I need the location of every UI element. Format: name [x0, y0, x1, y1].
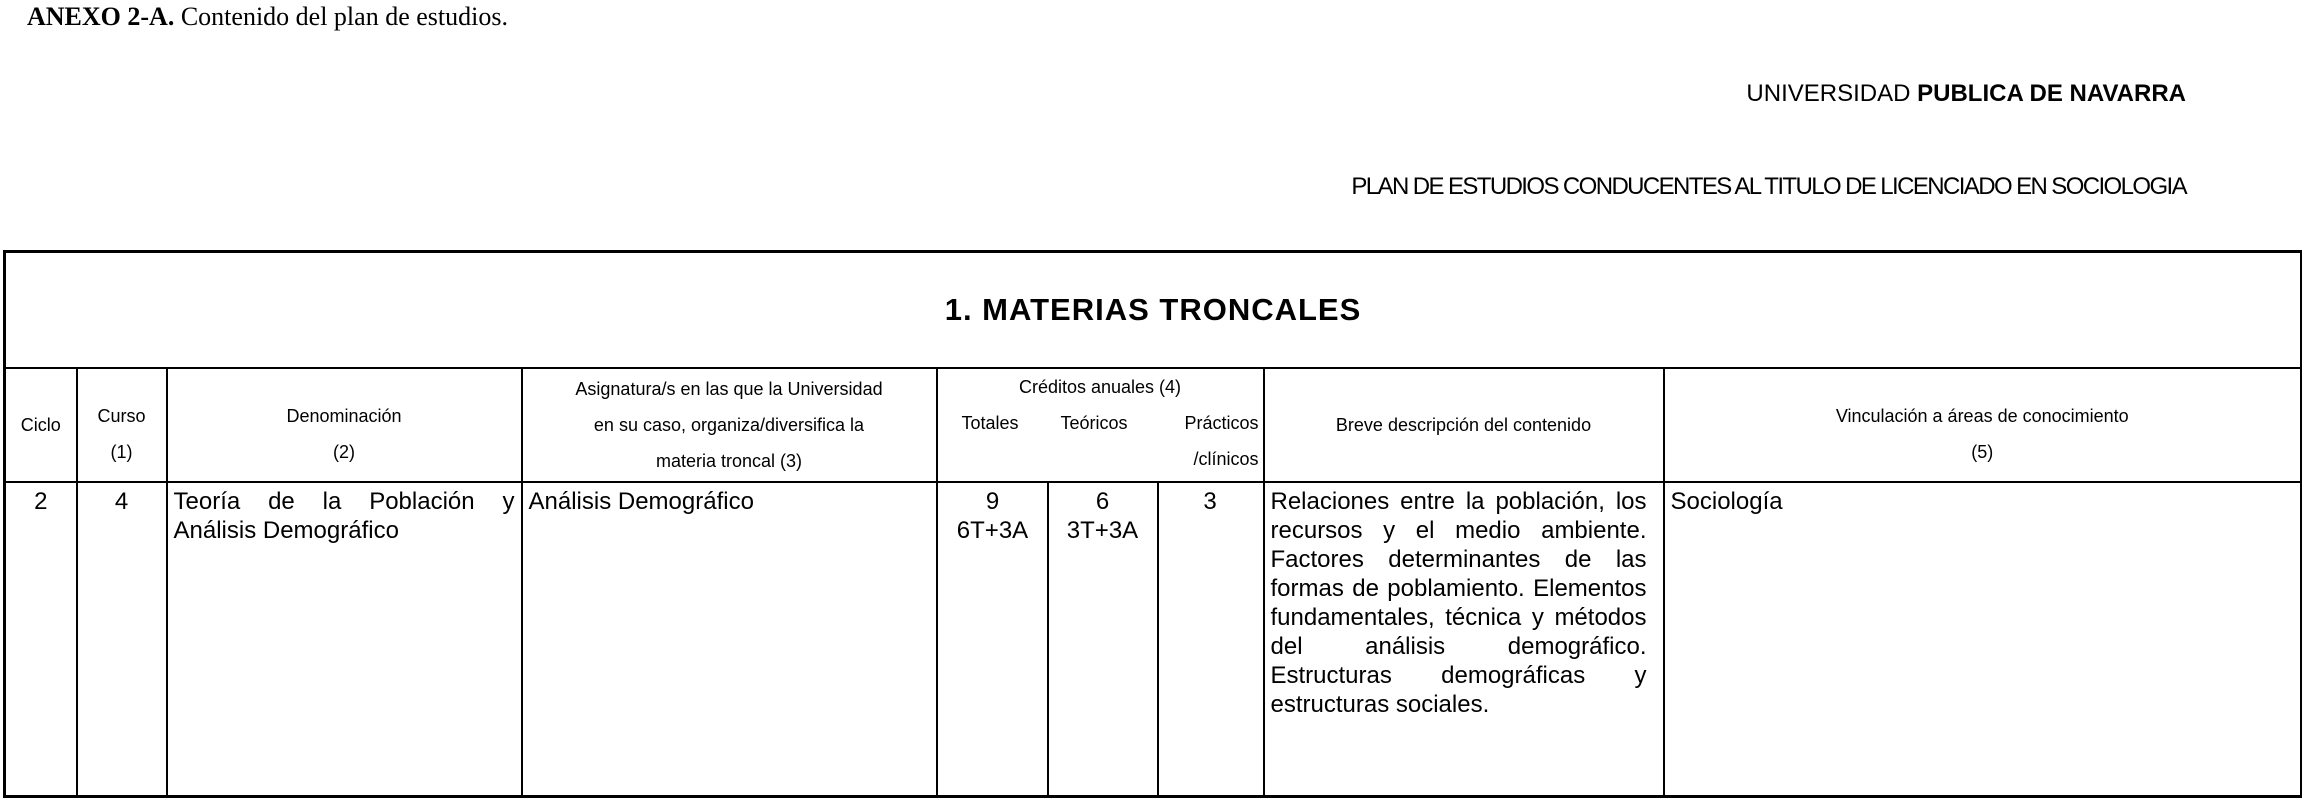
cell-descripcion: [1264, 482, 1664, 797]
descripcion-value: Relaciones entre la población, los recursos y el medio ambiente. Factores determinantes de las formas de poblamiento. Elementos fundamentales, técnica y métodos del análisis demográfico. Estructuras demográficas y estructuras sociales.: [1270, 488, 1647, 718]
totales-detail: 6T+3A: [956, 517, 1029, 544]
header-descripcion: [1264, 368, 1664, 482]
header-teoricos: Teóricos: [1060, 413, 1128, 433]
header-asignatura-line3: materia troncal (3): [655, 451, 803, 471]
header-denominacion: [167, 368, 522, 482]
curso-value: 4: [114, 488, 129, 515]
university-name-bold: PUBLICA DE NAVARRA: [1917, 80, 2186, 107]
annex-label: ANEXO 2-A.: [27, 2, 175, 31]
university-prefix: UNIVERSIDAD: [1746, 80, 1911, 107]
totales-cell: [938, 487, 1048, 545]
ciclo-value: 2: [34, 488, 48, 515]
teoricos-value: 6: [1095, 488, 1110, 515]
teoricos-cell: [1048, 487, 1158, 545]
cell-vinculacion: [1664, 482, 2302, 797]
header-asignatura-line1: Asignatura/s en las que la Universidad: [575, 379, 883, 399]
header-asignatura: [522, 368, 937, 482]
header-denominacion-note: (2): [333, 442, 355, 462]
cell-curso: [77, 482, 167, 797]
credits-divider: [1157, 483, 1159, 795]
totales-value: 9: [985, 488, 1000, 515]
header-curso: [77, 368, 167, 482]
practicos-cell: [1158, 487, 1263, 516]
denominacion-value: Teoría de la Población y Análisis Demográfico: [173, 488, 515, 544]
header-totales: Totales: [961, 413, 1019, 433]
cell-ciclo: [5, 482, 77, 797]
header-denominacion-label: Denominación: [286, 406, 402, 426]
header-vinculacion-label: Vinculación a áreas de conocimiento: [1835, 406, 2129, 426]
cell-asignatura: [522, 482, 937, 797]
asignatura-value: Análisis Demográfico: [528, 488, 754, 515]
table-row: [5, 482, 2302, 797]
header-vinculacion: [1664, 368, 2302, 482]
teoricos-detail: 3T+3A: [1066, 517, 1139, 544]
header-curso-note: (1): [110, 442, 133, 462]
cell-creditos: [937, 482, 1264, 797]
header-ciclo: [5, 368, 77, 482]
header-vinculacion-note: (5): [1971, 442, 1994, 462]
university-name: [1746, 80, 2186, 108]
header-row: [5, 368, 2302, 482]
practicos-value: 3: [1203, 488, 1217, 515]
plan-title: PLAN DE ESTUDIOS CONDUCENTES AL TITULO DE LICENCIADO EN SOCIOLOGIA: [1351, 173, 2186, 200]
curriculum-table: [3, 250, 2302, 798]
header-ciclo-label: Ciclo: [20, 415, 61, 435]
header-clinicos: /clínicos: [1193, 449, 1259, 469]
header-asignatura-line2: en su caso, organiza/diversifica la: [593, 415, 865, 435]
vinculacion-value: Sociología: [1670, 488, 1783, 515]
cell-denominacion: [167, 482, 522, 797]
header-creditos: [937, 368, 1264, 482]
header-practicos: Prácticos: [1184, 413, 1259, 433]
header-descripcion-label: Breve descripción del contenido: [1335, 415, 1592, 435]
header-creditos-label: Créditos anuales (4): [1018, 377, 1182, 397]
section-title: 1. MATERIAS TRONCALES: [5, 252, 2302, 369]
annex-description: Contenido del plan de estudios.: [180, 2, 508, 31]
annex-heading: [27, 2, 508, 32]
header-curso-label: Curso: [97, 406, 146, 426]
